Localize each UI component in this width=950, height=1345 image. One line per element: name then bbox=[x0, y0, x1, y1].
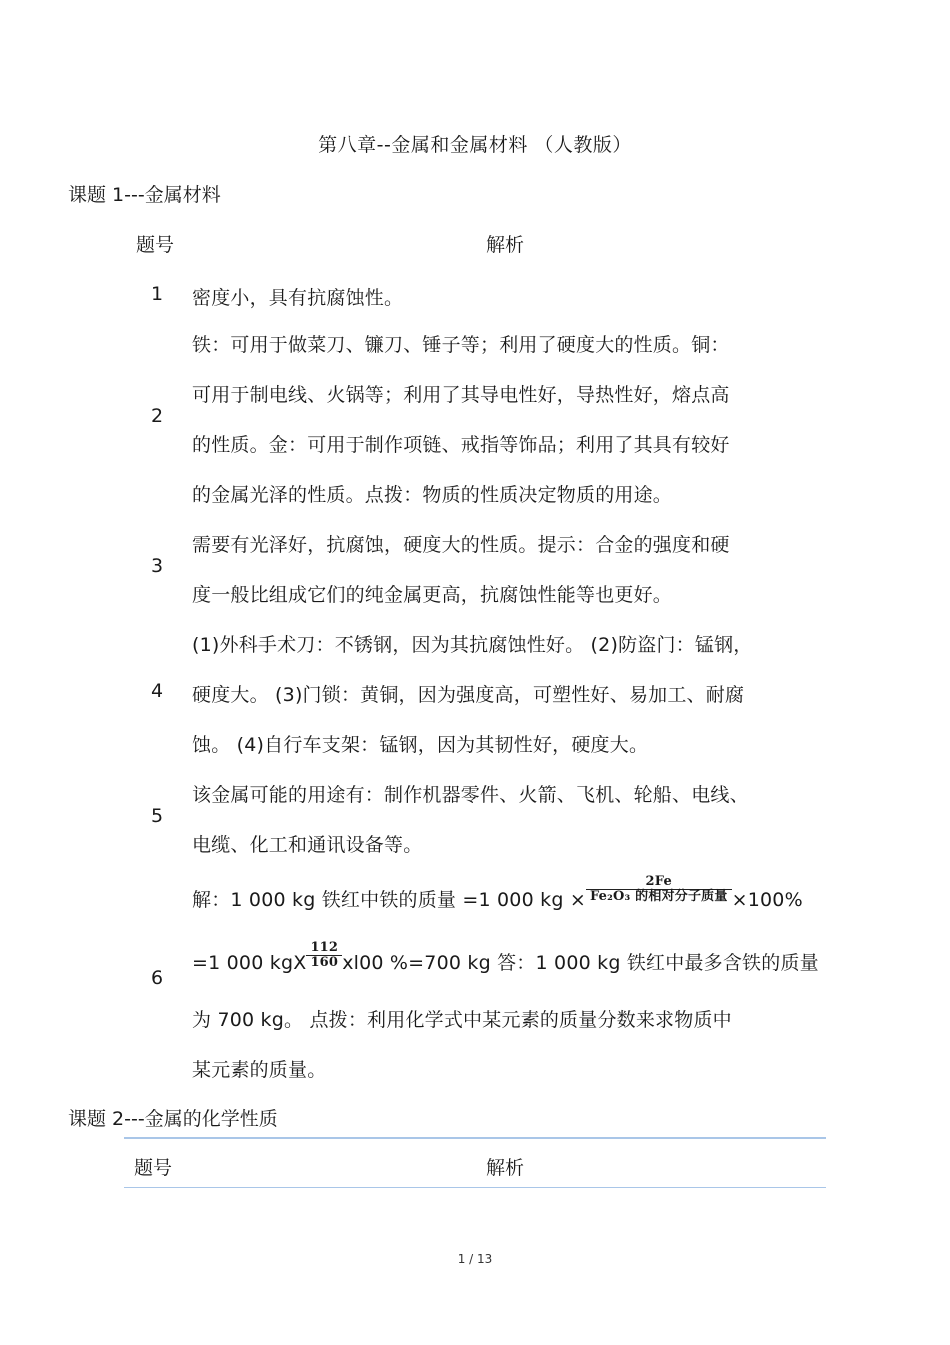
row-4-number: 4 bbox=[150, 680, 164, 702]
row-6-text: ×100% bbox=[731, 889, 803, 911]
row-2-line: 可用于制电线、火锅等；利用了其导电性好，导热性好，熔点高 bbox=[192, 384, 730, 406]
row-4-line: 硬度大。 (3)门锁：黄铜，因为强度高，可塑性好、易加工、耐腐 bbox=[192, 684, 745, 706]
section-2-col-analysis: 解析 bbox=[486, 1157, 525, 1179]
row-1-line: 密度小，具有抗腐蚀性。 bbox=[192, 287, 404, 309]
row-6-number: 6 bbox=[150, 967, 164, 989]
fraction-denominator: Fe₂O₃ 的相对分子质量 bbox=[586, 889, 732, 904]
row-1-number: 1 bbox=[150, 283, 164, 305]
row-6-line-2 bbox=[192, 940, 819, 975]
section-2-heading: 课题 2---金属的化学性质 bbox=[68, 1108, 278, 1130]
row-4-line: (1)外科手术刀：不锈钢，因为其抗腐蚀性好。 (2)防盗门：锰钢， bbox=[192, 634, 753, 656]
section-2-col-num: 题号 bbox=[134, 1157, 173, 1179]
row-2-line: 铁：可用于做菜刀、镰刀、锤子等；利用了硬度大的性质。铜： bbox=[192, 334, 730, 356]
row-2-number: 2 bbox=[150, 405, 164, 427]
table-header-divider bbox=[124, 1187, 826, 1188]
page-number: 1 / 13 bbox=[457, 1252, 493, 1266]
ratio-fraction bbox=[306, 941, 342, 970]
fraction-denominator: 160 bbox=[306, 955, 342, 970]
row-2-line: 的金属光泽的性质。点拨：物质的性质决定物质的用途。 bbox=[192, 484, 673, 506]
row-5-line: 该金属可能的用途有：制作机器零件、火箭、飞机、轮船、电线、 bbox=[192, 784, 749, 806]
mass-fraction-formula bbox=[586, 875, 732, 904]
row-2-line: 的性质。金：可用于制作项链、戒指等饰品；利用了其具有较好 bbox=[192, 434, 730, 456]
row-6-text: xl00 %=700 kg 答：1 000 kg 铁红中最多含铁的质量 bbox=[342, 952, 819, 974]
row-5-number: 5 bbox=[150, 805, 164, 827]
row-3-line: 需要有光泽好，抗腐蚀，硬度大的性质。提示：合金的强度和硬 bbox=[192, 534, 730, 556]
row-3-line: 度一般比组成它们的纯金属更高，抗腐蚀性能等也更好。 bbox=[192, 584, 673, 606]
row-6-line-3: 为 700 kg。 点拨：利用化学式中某元素的质量分数来求物质中 bbox=[192, 1009, 732, 1031]
row-6-line-1 bbox=[192, 874, 803, 912]
fraction-numerator: 2Fe bbox=[645, 874, 672, 889]
row-6-text: 解：1 000 kg 铁红中铁的质量 =1 000 kg × bbox=[192, 889, 586, 911]
page-title: 第八章--金属和金属材料 （人教版） bbox=[318, 134, 632, 156]
row-5-line: 电缆、化工和通讯设备等。 bbox=[192, 834, 423, 856]
row-3-number: 3 bbox=[150, 555, 164, 577]
row-6-text: =1 000 kgX bbox=[192, 952, 307, 974]
row-4-line: 蚀。 (4)自行车支架：锰钢，因为其韧性好，硬度大。 bbox=[192, 734, 649, 756]
table-top-border bbox=[124, 1137, 826, 1139]
section-1-col-num: 题号 bbox=[136, 234, 175, 256]
row-6-line-4: 某元素的质量。 bbox=[192, 1059, 327, 1081]
fraction-numerator: 112 bbox=[310, 940, 339, 955]
section-1-heading: 课题 1---金属材料 bbox=[68, 184, 221, 206]
section-1-col-analysis: 解析 bbox=[486, 234, 525, 256]
